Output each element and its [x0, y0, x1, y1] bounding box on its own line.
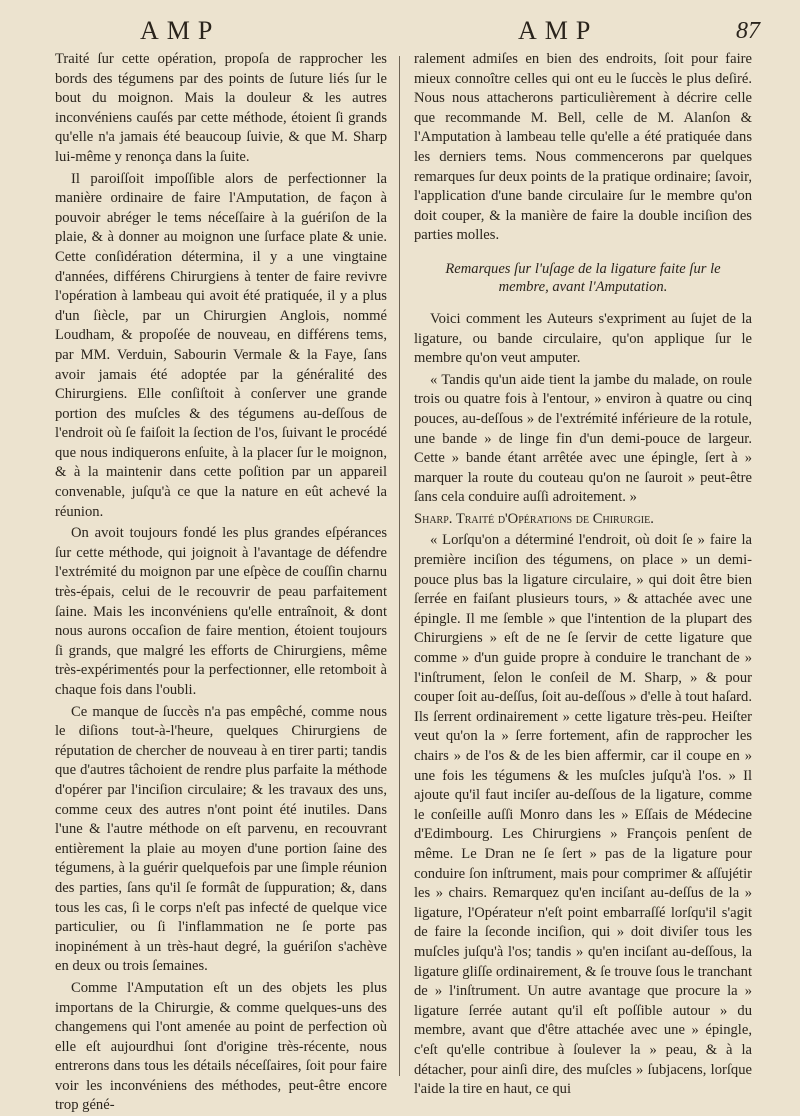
- running-header: [0, 16, 800, 50]
- paragraph: Traité ſur cette opération, propoſa de rapprocher les bords des tégumens par des points de ſuture liés ſur le bout du moignon. Mais la douleur & les autres inconvéniens cauſés par cette méthode, étoient ſi grands qu'elle n'a jamais été beaucoup ſuivie, & que M. Sharp lui-même y renonça dans la ſuite.: [55, 51, 387, 165]
- paragraph: On avoit toujours fondé les plus grandes eſpérances ſur cette méthode, qui joignoit à l'avantage de défendre l'extrémité du moignon par une eſpèce de couſſin charnu très-épais, celui de le recouvrir de peau parfaitement ſaine. Mais les inconvéniens qu'elle entraînoit, & dont nous aurons occaſion de faire mention, étoient toujours ſi grands, que malgré les efforts de Chirurgiens, même très-expérimentés pour la perfectionner, elle retomboit à chaque fois dans l'oubli.: [55, 525, 387, 698]
- paragraph: Voici comment les Auteurs s'expriment au ſujet de la ligature, ou bande circulaire, qu'on applique ſur le membre qu'on veut amputer.: [414, 310, 752, 367]
- quotation-paragraph: « Lorſqu'on a déterminé l'endroit, où doit ſe » faire la première inciſion des tégumens, on place » un demi-pouce plus bas la ligature circulaire, » qui doit être bien ſerrée en faiſant plusieurs tours, » & attachée avec une épingle. Il me ſemble » que l'intention de la plupart des Chirurgiens » eſt de ne ſe ſervir de cette ligature que comme » d'un guide propre à conduire le tranchant de » l'inſtrument, ſelon le conſeil de M. Sharp, » & pour couper ſoit au-deſſus, ſoit au-deſſous » d'elle à tout haſard. Ils ſerrent ordinairement » cette ligature très-peu. Heiſter veut qu'on la » ſerre fortement, afin de rapprocher les chairs » de l'os & de les bien affermir, car il coupe en » une fois les tégumens & les muſcles juſqu'à l'os. » Il ajoute qu'il faut inciſer au-deſſous de la ligature, comme le conſeille auſſi Monro dans les » Eſſais de Médecine d'Edimbourg. Les Chirurgiens » François penſent de même. Le Dran ne ſe ſert » pas de la ligature pour conduire ſon inſtrument, mais pour comprimer & aſſujétir les » chairs. Remarquez qu'en inciſant au-deſſus de la » ligature, l'Opérateur n'eſt point embarraſſé lorſqu'il s'agit de faire la ſeconde inciſion, qui » doit diviſer tous les muſcles juſqu'à l'os; tandis » qu'en inciſant au-deſſous, la ligature gliſſe ordinairement, & ſe trouve ſous le tranchant de » l'inſtrument. Un autre avantage que procure la » ligature ſerrée autant qu'il eſt poſſible autour » du membre, avant que d'être attachée avec une » épingle, c'eſt qu'elle contribue à ſoulever la » peau, & à la détacher, pour ainſi dire, des muſcles » ſubjacens, lorſque l'aide la tire en haut, ce qui: [414, 532, 752, 1098]
- quotation-paragraph: « Tandis qu'un aide tient la jambe du malade, on roule trois ou quatre fois à l'entour, » environ à quatre ou cinq pouces, au-deſſous » de l'extrémité inférieure de la rotule, une bande » de linge fin d'un demi-pouce de largeur. Cette » bande étant arrêtée avec une épingle, ſert à » marquer la route du couteau qu'on ne ſauroit » peut-être ſans cela conduire auſſi adroitement. »: [414, 371, 752, 506]
- paragraph: Il paroiſſoit impoſſible alors de perfectionner la manière ordinaire de faire l'Amputation, de façon à pouvoir abréger le tems néceſſaire à la guériſon de la plaie, & à donner au moignon une ſurface plate & unie. Cette conſidération détermina, il y a une vingtaine d'années, différens Chirurgiens à tenter de faire revivre l'opération à lambeau qui avoit été pratiquée, il y a plus d'un ſiècle, par un Chirurgien Anglois, nommé Loudham, & propoſée de nouveau, en différens tems, par MM. Verduin, Sabourin Vermale & la Faye, ſans avoir jamais été adoptée par la généralité des Chirurgiens. Elle conſiſtoit à conſerver une grande portion des muſcles & des tégumens au-deſſous de l'endroit où ſe faiſoit la ſection de l'os, ſuivant le procédé que nous indiquerons enſuite, à la placer ſur le moignon, & à la maintenir dans cette poſition par un appareil convenable, juſqu'à ce que la nature en eût achevé la réunion.: [55, 170, 387, 520]
- header-center-word: AMP: [518, 16, 599, 45]
- header-left-word: AMP: [140, 16, 221, 45]
- quotation-source: Sharp. Traité d'Opérations de Chirurgie.: [414, 510, 654, 527]
- section-heading: Remarques ſur l'uſage de la ligature faite ſur le membre, avant l'Amputation.: [445, 260, 721, 295]
- paragraph: Ce manque de ſuccès n'a pas empêché, comme nous le diſions tout-à-l'heure, quelques Chirurgiens de réputation de chercher de nouveau à en tirer parti; tandis que d'autres tâchoient de rendre plus parfaite la méthode d'opérer par l'inciſion circulaire; & les travaux des uns, comme ceux des autres n'ont point été inutiles. Dans l'une & l'autre méthode on eſt parvenu, en recouvrant entièrement la plaie au moyen d'une portion ſaine des tégumens, à la guérir quelquefois par une ſimple réunion des parties, ſans qu'il ſe formât de ſuppuration; &, dans tous les cas, ſi le corps n'eſt pas infecté de quelque vice particulier, ou ſi l'inflammation ne ſe porte pas inopinément à un très-haut degré, la guériſon s'achève en deux ou trois ſemaines.: [55, 703, 387, 975]
- right-column: [414, 50, 752, 1098]
- page-number: 87: [736, 18, 760, 44]
- paragraph: Comme l'Amputation eſt un des objets les plus importans de la Chirurgie, & comme quelques-uns des changemens qui l'ont amenée au point de perfection où elle eſt aujourdhui ſont d'origine très-récente, nous entrerons dans tous les détails néceſſaires, ſoit pour faire voir les inconvéniens des méthodes, peut-être encore trop géné-: [55, 979, 387, 1114]
- column-divider: [399, 56, 400, 1076]
- paragraph: ralement admiſes en bien des endroits, ſoit pour faire mieux connoître celles qui ont eu le ſuccès le plus deſiré. Nous nous attacherons particulièrement à décrire celle que recommande M. Bell, celle de M. Alanſon & l'Amputation à lambeau telle qu'elle a été pratiquée dans les derniers tems. Nous commencerons par quelques remarques ſur deux points de la pratique ordinaire; ſavoir, l'application d'une bande circulaire ſur le membre qu'on doit couper, & la manière de faire la double inciſion des parties molles.: [414, 51, 752, 244]
- left-column: [55, 50, 387, 1114]
